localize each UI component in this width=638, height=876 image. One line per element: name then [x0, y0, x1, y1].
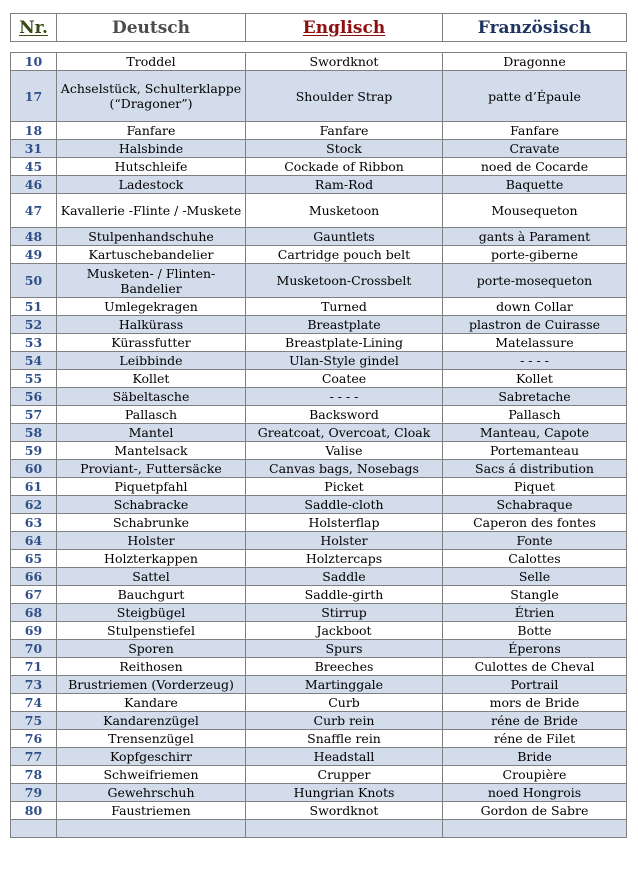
- englisch-cell: Saddle: [246, 568, 443, 586]
- englisch-cell: Curb rein: [246, 712, 443, 730]
- franzoesisch-cell: Gordon de Sabre: [443, 802, 627, 820]
- englisch-cell: Headstall: [246, 748, 443, 766]
- deutsch-cell: Sattel: [57, 568, 246, 586]
- nr-cell: 64: [11, 532, 57, 550]
- deutsch-cell: Mantelsack: [57, 442, 246, 460]
- englisch-cell: Valise: [246, 442, 443, 460]
- nr-cell: 75: [11, 712, 57, 730]
- empty-cell: [57, 820, 246, 838]
- nr-cell: 51: [11, 298, 57, 316]
- empty-cell: [11, 820, 57, 838]
- englisch-cell: Cartridge pouch belt: [246, 246, 443, 264]
- englisch-cell: Breeches: [246, 658, 443, 676]
- table-row: [11, 122, 627, 140]
- franzoesisch-cell: mors de Bride: [443, 694, 627, 712]
- franzoesisch-cell: Piquet: [443, 478, 627, 496]
- franzoesisch-cell: Matelassure: [443, 334, 627, 352]
- deutsch-cell: Musketen- / Flinten-Bandelier: [57, 264, 246, 298]
- franzoesisch-cell: Dragonne: [443, 53, 627, 71]
- deutsch-cell: Piquetpfahl: [57, 478, 246, 496]
- deutsch-cell: Kürassfutter: [57, 334, 246, 352]
- deutsch-cell: Proviant-, Futtersäcke: [57, 460, 246, 478]
- table-row: [11, 658, 627, 676]
- englisch-cell: Jackboot: [246, 622, 443, 640]
- deutsch-cell: Fanfare: [57, 122, 246, 140]
- table-row: [11, 604, 627, 622]
- englisch-cell: Breastplate: [246, 316, 443, 334]
- englisch-cell: Holsterflap: [246, 514, 443, 532]
- englisch-cell: Swordknot: [246, 802, 443, 820]
- franzoesisch-cell: Selle: [443, 568, 627, 586]
- franzoesisch-cell: Fonte: [443, 532, 627, 550]
- franzoesisch-cell: Botte: [443, 622, 627, 640]
- franzoesisch-cell: Sabretache: [443, 388, 627, 406]
- nr-cell: 68: [11, 604, 57, 622]
- table-row: [11, 228, 627, 246]
- empty-cell: [246, 820, 443, 838]
- franzoesisch-cell: down Collar: [443, 298, 627, 316]
- franzoesisch-cell: Schabraque: [443, 496, 627, 514]
- franzoesisch-cell: Éperons: [443, 640, 627, 658]
- table-row: [11, 478, 627, 496]
- table-row: [11, 622, 627, 640]
- deutsch-cell: Troddel: [57, 53, 246, 71]
- deutsch-cell: Pallasch: [57, 406, 246, 424]
- franzoesisch-cell: Croupière: [443, 766, 627, 784]
- englisch-cell: Spurs: [246, 640, 443, 658]
- deutsch-cell: Kandare: [57, 694, 246, 712]
- deutsch-cell: Bauchgurt: [57, 586, 246, 604]
- englisch-cell: Saddle-girth: [246, 586, 443, 604]
- header-nr: Nr.: [11, 14, 57, 42]
- nr-cell: 53: [11, 334, 57, 352]
- deutsch-cell: Kollet: [57, 370, 246, 388]
- englisch-cell: Hungrian Knots: [246, 784, 443, 802]
- table-row: [11, 676, 627, 694]
- table-row: [11, 176, 627, 194]
- table-row: [11, 568, 627, 586]
- table-row: [11, 316, 627, 334]
- deutsch-cell: Stulpenstiefel: [57, 622, 246, 640]
- table-row: [11, 802, 627, 820]
- table-row: [11, 71, 627, 122]
- nr-cell: 80: [11, 802, 57, 820]
- table-row: [11, 194, 627, 228]
- spacer-row: [11, 42, 627, 53]
- englisch-cell: Holztercaps: [246, 550, 443, 568]
- englisch-cell: Saddle-cloth: [246, 496, 443, 514]
- deutsch-cell: Halkürass: [57, 316, 246, 334]
- nr-cell: 56: [11, 388, 57, 406]
- nr-cell: 70: [11, 640, 57, 658]
- englisch-cell: Picket: [246, 478, 443, 496]
- nr-cell: 71: [11, 658, 57, 676]
- table-row: [11, 766, 627, 784]
- deutsch-cell: Steigbügel: [57, 604, 246, 622]
- franzoesisch-cell: Cravate: [443, 140, 627, 158]
- table-row: [11, 532, 627, 550]
- deutsch-cell: Säbeltasche: [57, 388, 246, 406]
- franzoesisch-cell: Caperon des fontes: [443, 514, 627, 532]
- nr-cell: 47: [11, 194, 57, 228]
- glossary-table: [10, 13, 627, 838]
- englisch-cell: Ulan-Style gindel: [246, 352, 443, 370]
- deutsch-cell: Sporen: [57, 640, 246, 658]
- franzoesisch-cell: gants à Parament: [443, 228, 627, 246]
- deutsch-cell: Schabracke: [57, 496, 246, 514]
- table-row: [11, 53, 627, 71]
- header-englisch: Englisch: [246, 14, 443, 42]
- table-row: [11, 246, 627, 264]
- nr-cell: 55: [11, 370, 57, 388]
- englisch-cell: Stock: [246, 140, 443, 158]
- franzoesisch-cell: - - - -: [443, 352, 627, 370]
- deutsch-cell: Halsbinde: [57, 140, 246, 158]
- nr-cell: 48: [11, 228, 57, 246]
- table-row: [11, 406, 627, 424]
- empty-cell: [443, 820, 627, 838]
- deutsch-cell: Brustriemen (Vorderzeug): [57, 676, 246, 694]
- table-row: [11, 388, 627, 406]
- nr-cell: 77: [11, 748, 57, 766]
- englisch-cell: Greatcoat, Overcoat, Cloak: [246, 424, 443, 442]
- deutsch-cell: Schweifriemen: [57, 766, 246, 784]
- nr-cell: 18: [11, 122, 57, 140]
- table-row: [11, 712, 627, 730]
- empty-end-row: [11, 820, 627, 838]
- table-body: [11, 42, 627, 838]
- table-row: [11, 586, 627, 604]
- englisch-cell: Curb: [246, 694, 443, 712]
- englisch-cell: Holster: [246, 532, 443, 550]
- deutsch-cell: Holzterkappen: [57, 550, 246, 568]
- deutsch-cell: Reithosen: [57, 658, 246, 676]
- nr-cell: 73: [11, 676, 57, 694]
- englisch-cell: Backsword: [246, 406, 443, 424]
- franzoesisch-cell: Stangle: [443, 586, 627, 604]
- englisch-cell: Crupper: [246, 766, 443, 784]
- table-row: [11, 442, 627, 460]
- franzoesisch-cell: Portrail: [443, 676, 627, 694]
- table-row: [11, 550, 627, 568]
- franzoesisch-cell: Kollet: [443, 370, 627, 388]
- nr-cell: 63: [11, 514, 57, 532]
- deutsch-cell: Trensenzügel: [57, 730, 246, 748]
- header-deutsch: Deutsch: [57, 14, 246, 42]
- franzoesisch-cell: Portemanteau: [443, 442, 627, 460]
- table-row: [11, 158, 627, 176]
- franzoesisch-cell: Mousequeton: [443, 194, 627, 228]
- franzoesisch-cell: Manteau, Capote: [443, 424, 627, 442]
- table-row: [11, 424, 627, 442]
- franzoesisch-cell: plastron de Cuirasse: [443, 316, 627, 334]
- deutsch-cell: Kavallerie -Flinte / -Muskete: [57, 194, 246, 228]
- nr-cell: 58: [11, 424, 57, 442]
- englisch-cell: Turned: [246, 298, 443, 316]
- englisch-cell: Canvas bags, Nosebags: [246, 460, 443, 478]
- nr-cell: 17: [11, 71, 57, 122]
- franzoesisch-cell: Baquette: [443, 176, 627, 194]
- deutsch-cell: Ladestock: [57, 176, 246, 194]
- franzoesisch-cell: noed de Cocarde: [443, 158, 627, 176]
- nr-cell: 57: [11, 406, 57, 424]
- deutsch-cell: Kopfgeschirr: [57, 748, 246, 766]
- englisch-cell: Shoulder Strap: [246, 71, 443, 122]
- table-row: [11, 334, 627, 352]
- franzoesisch-cell: réne de Bride: [443, 712, 627, 730]
- deutsch-cell: Stulpenhandschuhe: [57, 228, 246, 246]
- englisch-cell: Musketoon-Crossbelt: [246, 264, 443, 298]
- nr-cell: 10: [11, 53, 57, 71]
- englisch-cell: Breastplate-Lining: [246, 334, 443, 352]
- franzoesisch-cell: Pallasch: [443, 406, 627, 424]
- header-row: [11, 14, 627, 42]
- table-row: [11, 370, 627, 388]
- deutsch-cell: Kandarenzügel: [57, 712, 246, 730]
- deutsch-cell: Holster: [57, 532, 246, 550]
- franzoesisch-cell: Calottes: [443, 550, 627, 568]
- table-row: [11, 264, 627, 298]
- table-row: [11, 748, 627, 766]
- nr-cell: 59: [11, 442, 57, 460]
- nr-cell: 46: [11, 176, 57, 194]
- nr-cell: 65: [11, 550, 57, 568]
- englisch-cell: Cockade of Ribbon: [246, 158, 443, 176]
- franzoesisch-cell: Fanfare: [443, 122, 627, 140]
- deutsch-cell: Gewehrschuh: [57, 784, 246, 802]
- englisch-cell: Gauntlets: [246, 228, 443, 246]
- nr-cell: 76: [11, 730, 57, 748]
- table-row: [11, 784, 627, 802]
- franzoesisch-cell: patte d’Épaule: [443, 71, 627, 122]
- franzoesisch-cell: noed Hongrois: [443, 784, 627, 802]
- table-row: [11, 694, 627, 712]
- nr-cell: 49: [11, 246, 57, 264]
- englisch-cell: Stirrup: [246, 604, 443, 622]
- nr-cell: 66: [11, 568, 57, 586]
- franzoesisch-cell: porte-mosequeton: [443, 264, 627, 298]
- table-row: [11, 140, 627, 158]
- table-row: [11, 730, 627, 748]
- nr-cell: 31: [11, 140, 57, 158]
- table-row: [11, 352, 627, 370]
- nr-cell: 78: [11, 766, 57, 784]
- nr-cell: 45: [11, 158, 57, 176]
- englisch-cell: Musketoon: [246, 194, 443, 228]
- deutsch-cell: Schabrunke: [57, 514, 246, 532]
- nr-cell: 60: [11, 460, 57, 478]
- table-row: [11, 496, 627, 514]
- deutsch-cell: Leibbinde: [57, 352, 246, 370]
- englisch-cell: Ram-Rod: [246, 176, 443, 194]
- franzoesisch-cell: Sacs á distribution: [443, 460, 627, 478]
- deutsch-cell: Achselstück, Schulterklappe (“Dragoner”): [57, 71, 246, 122]
- header-franzoesisch: Französisch: [443, 14, 627, 42]
- franzoesisch-cell: réne de Filet: [443, 730, 627, 748]
- englisch-cell: - - - -: [246, 388, 443, 406]
- nr-cell: 54: [11, 352, 57, 370]
- nr-cell: 67: [11, 586, 57, 604]
- table-row: [11, 460, 627, 478]
- deutsch-cell: Mantel: [57, 424, 246, 442]
- nr-cell: 62: [11, 496, 57, 514]
- deutsch-cell: Kartuschebandelier: [57, 246, 246, 264]
- franzoesisch-cell: Culottes de Cheval: [443, 658, 627, 676]
- nr-cell: 74: [11, 694, 57, 712]
- nr-cell: 61: [11, 478, 57, 496]
- englisch-cell: Fanfare: [246, 122, 443, 140]
- table-row: [11, 640, 627, 658]
- nr-cell: 50: [11, 264, 57, 298]
- deutsch-cell: Umlegekragen: [57, 298, 246, 316]
- englisch-cell: Snaffle rein: [246, 730, 443, 748]
- englisch-cell: Coatee: [246, 370, 443, 388]
- nr-cell: 52: [11, 316, 57, 334]
- table-row: [11, 298, 627, 316]
- deutsch-cell: Hutschleife: [57, 158, 246, 176]
- franzoesisch-cell: Étrien: [443, 604, 627, 622]
- nr-cell: 69: [11, 622, 57, 640]
- franzoesisch-cell: porte-giberne: [443, 246, 627, 264]
- englisch-cell: Swordknot: [246, 53, 443, 71]
- franzoesisch-cell: Bride: [443, 748, 627, 766]
- englisch-cell: Martinggale: [246, 676, 443, 694]
- table-row: [11, 514, 627, 532]
- deutsch-cell: Faustriemen: [57, 802, 246, 820]
- nr-cell: 79: [11, 784, 57, 802]
